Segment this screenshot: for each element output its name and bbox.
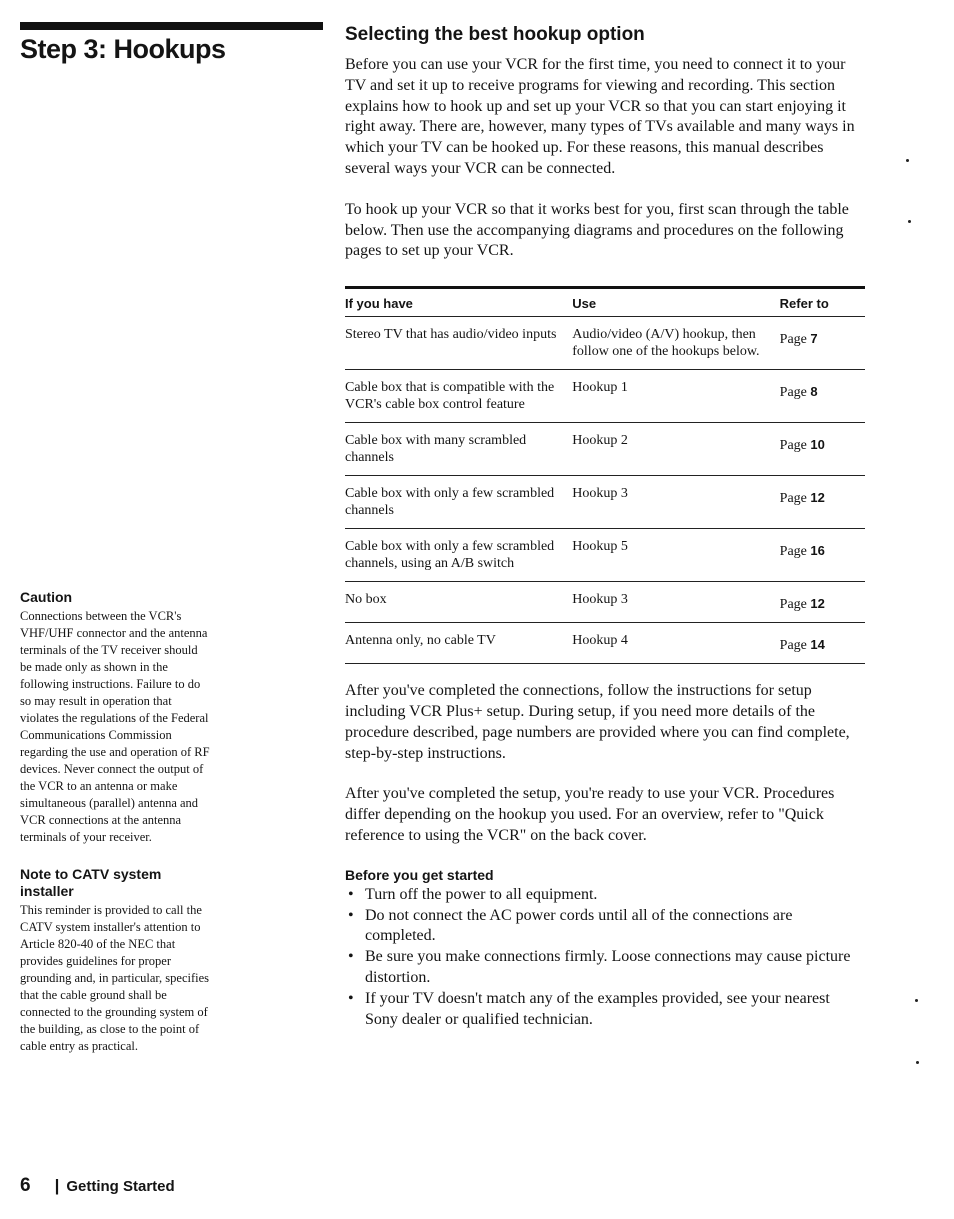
cell-use: Audio/video (A/V) hookup, then follow one of the hookups below. xyxy=(572,327,760,360)
cell-use: Hookup 3 xyxy=(572,486,628,502)
before-started-list xyxy=(345,885,865,1031)
cell-have: Stereo TV that has audio/video inputs xyxy=(345,327,557,343)
column-header-refer: Refer to xyxy=(779,296,829,312)
bullet-icon: • xyxy=(348,885,354,903)
intro-paragraph: Before you can use your VCR for the first time, you need to connect it to your TV and set it up to receive programs for viewing and recording. This section explains how to hook up and set up your VCR so that you can start enjoying it right away. There are, however, many types of TVs available and many ways in which your TV can be hooked up. For these reasons, this manual describes several ways your VCR can be connected. xyxy=(345,56,855,177)
header-rule xyxy=(20,22,323,30)
bullet-icon: • xyxy=(348,989,354,1007)
cell-refer xyxy=(780,379,865,413)
after-paragraph: After you've completed the setup, you're ready to use your VCR. Procedures differ depending on the hookup you used. For an overview, refer to "Quick reference to using the VCR" on the back cover. xyxy=(345,785,835,844)
page-label: Page xyxy=(779,438,807,454)
catv-text: This reminder is provided to call the CATV system installer's attention to Article 820-40 of the NEC that provides guidelines for proper grounding and, in particular, specifies that the cable ground shall be connected to the grounding system of the building, as close to the point of cable entry as practical. xyxy=(20,903,210,1053)
catv-heading: Note to CATV system installer xyxy=(20,866,162,899)
table-row xyxy=(345,529,865,582)
caution-heading: Caution xyxy=(20,589,73,605)
page-reference-number: 14 xyxy=(810,637,825,653)
section-heading: Selecting the best hookup option xyxy=(345,24,645,45)
table-body xyxy=(345,317,865,664)
page-reference-number: 8 xyxy=(810,384,818,400)
cell-refer xyxy=(780,485,865,519)
cell-refer xyxy=(780,432,865,466)
table-row xyxy=(345,582,865,623)
table-row xyxy=(345,317,865,370)
scan-speck xyxy=(908,220,911,223)
hookup-table xyxy=(345,286,865,664)
page-label: Page xyxy=(779,385,807,401)
page-label: Page xyxy=(779,491,807,507)
caution-text: Connections between the VCR's VHF/UHF connector and the antenna terminals of the TV receiver should be made only as shown in the following instructions. Failure to do so may result in operation that violates the regulations of the Federal Communications Commission regarding the use and operation of RF devices. Never connect the output of the VCR to an antenna or make simultaneous (parallel) antenna and VCR connections at the antenna terminals of your receiver. xyxy=(20,609,210,844)
page-footer xyxy=(20,1175,175,1197)
scan-speck xyxy=(915,999,918,1002)
page-reference-number: 7 xyxy=(810,331,818,347)
column-header-use: Use xyxy=(572,296,597,312)
intro-paragraph: To hook up your VCR so that it works best for you, first scan through the table below. Then use the accompanying diagrams and procedures on the following pages to set up your VCR. xyxy=(345,200,849,260)
cell-have: Cable box with only a few scrambled channels, using an A/B switch xyxy=(345,539,555,572)
page-label: Page xyxy=(779,597,807,613)
table-row xyxy=(345,476,865,529)
cell-use: Hookup 3 xyxy=(572,592,628,608)
column-header-have: If you have xyxy=(345,296,413,312)
list-item-text: Turn off the power to all equipment. xyxy=(365,885,598,903)
cell-refer xyxy=(780,326,865,360)
bullet-icon: • xyxy=(348,948,354,966)
cell-use: Hookup 4 xyxy=(572,633,628,649)
list-item xyxy=(345,885,865,906)
list-item xyxy=(345,947,865,989)
sidebar xyxy=(20,589,210,1055)
list-item-text: Be sure you make connections firmly. Loose connections may cause picture distortion. xyxy=(365,948,851,986)
list-item xyxy=(345,989,865,1031)
table-row xyxy=(345,623,865,664)
page-label: Page xyxy=(779,544,807,560)
page-reference-number: 12 xyxy=(810,490,825,506)
page-reference-number: 10 xyxy=(810,437,825,453)
footer-section-title: Getting Started xyxy=(66,1178,175,1195)
cell-use: Hookup 2 xyxy=(572,433,628,449)
cell-refer xyxy=(780,591,865,613)
table-row xyxy=(345,423,865,476)
main-column xyxy=(345,24,865,1030)
bullet-icon: • xyxy=(348,906,354,924)
cell-have: Cable box with only a few scrambled channels xyxy=(345,486,555,519)
page-label: Page xyxy=(779,332,807,348)
page-reference-number: 16 xyxy=(810,543,825,559)
scan-speck xyxy=(916,1061,919,1064)
cell-have: Antenna only, no cable TV xyxy=(345,633,496,649)
table-row xyxy=(345,370,865,423)
cell-have: Cable box that is compatible with the VCR's cable box control feature xyxy=(345,380,555,413)
cell-refer xyxy=(780,632,865,654)
step-title: Step 3: Hookups xyxy=(20,34,226,64)
table-header-row xyxy=(345,289,865,317)
footer-separator: | xyxy=(54,1176,60,1195)
cell-have: No box xyxy=(345,592,387,608)
list-item-text: Do not connect the AC power cords until all of the connections are completed. xyxy=(365,906,793,945)
page-number: 6 xyxy=(20,1175,31,1196)
after-paragraph: After you've completed the connections, follow the instructions for setup including VCR Plus+ setup. During setup, if you need more details of the procedure described, page numbers are provided where you can find complete, step-by-step instructions. xyxy=(345,682,850,762)
list-item-text: If your TV doesn't match any of the examples provided, see your nearest Sony dealer or qualified technician. xyxy=(365,989,830,1028)
cell-have: Cable box with many scrambled channels xyxy=(345,433,527,466)
scan-speck xyxy=(906,159,909,162)
list-item xyxy=(345,906,865,948)
cell-refer xyxy=(780,538,865,572)
page-reference-number: 12 xyxy=(810,596,825,612)
cell-use: Hookup 1 xyxy=(572,380,628,396)
before-started-heading: Before you get started xyxy=(345,866,494,883)
cell-use: Hookup 5 xyxy=(572,539,628,555)
page-label: Page xyxy=(779,638,807,654)
